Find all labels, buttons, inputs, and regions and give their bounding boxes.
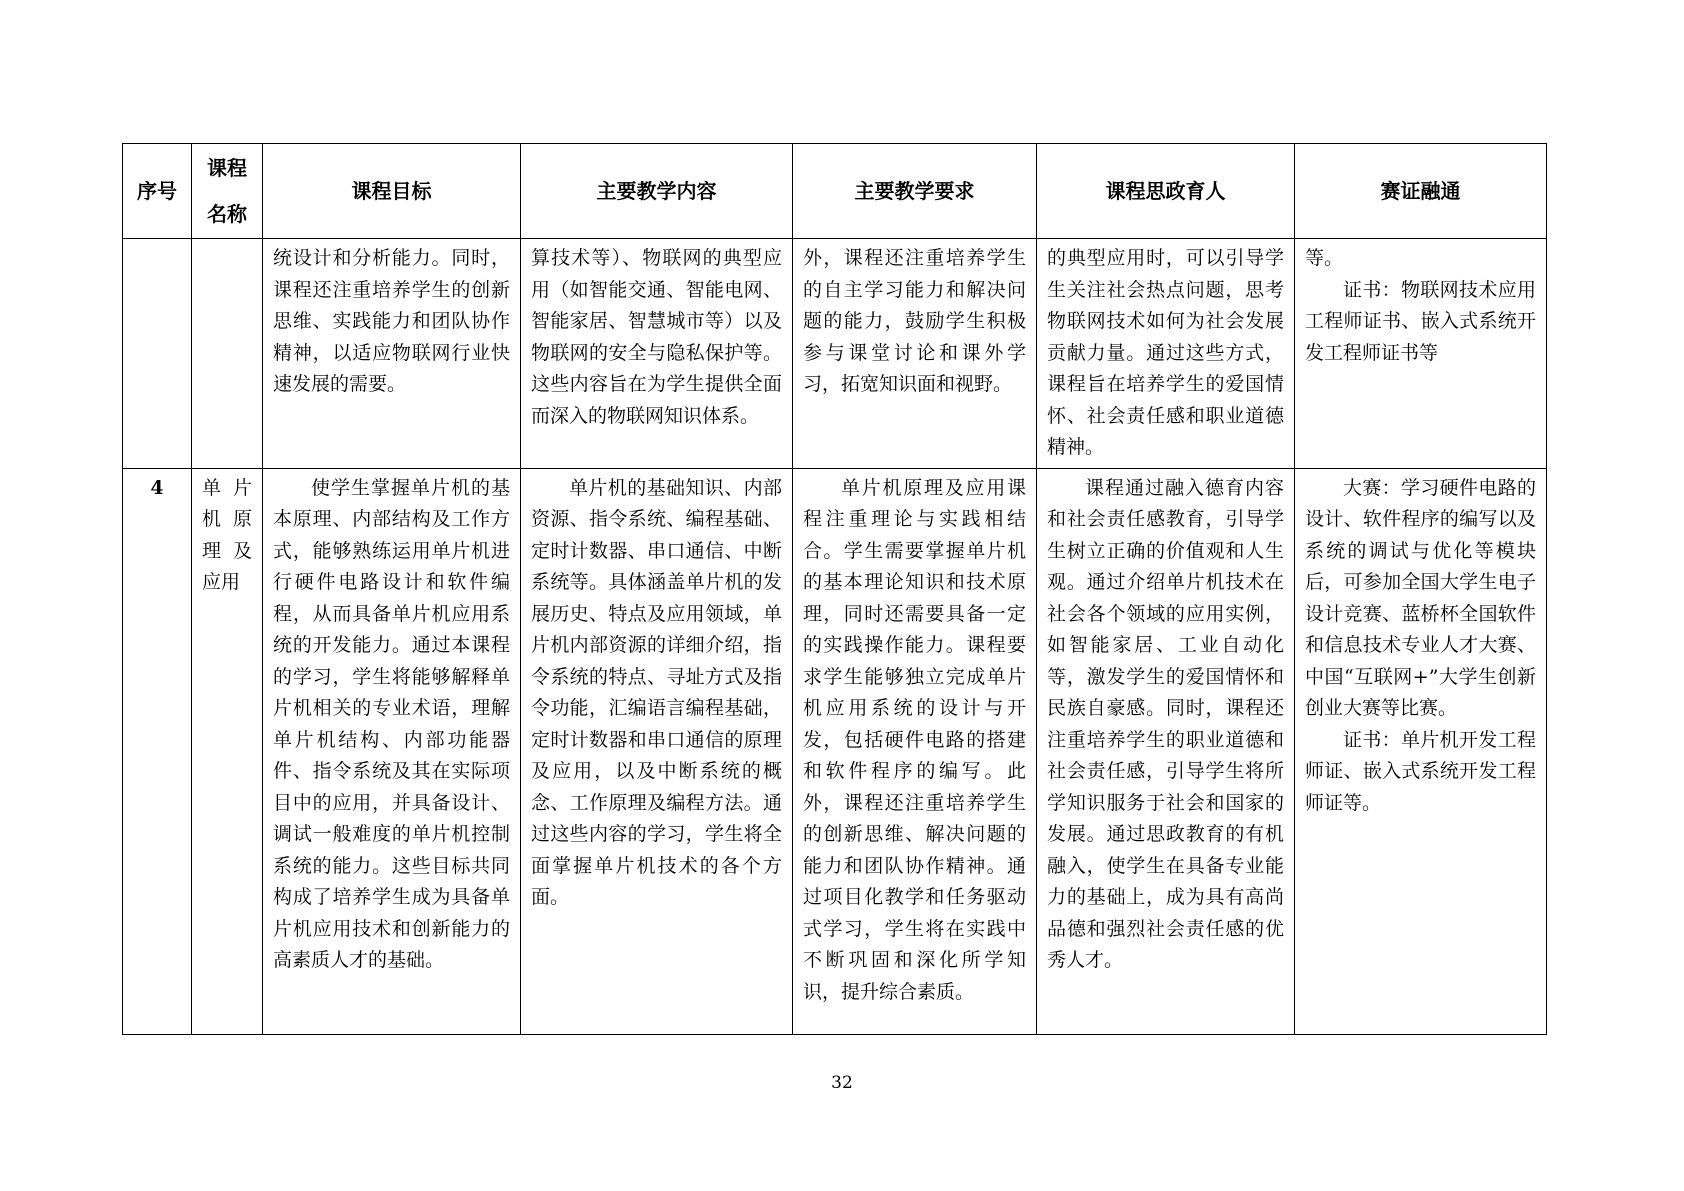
row-content: [521, 239, 793, 469]
row-course-name: [192, 468, 263, 1034]
course-name-char: 原: [232, 508, 252, 530]
goal-text: 统设计和分析能力。同时，课程还注重培养学生的创新思维、实践能力和团队协作精神，以适应物联网行业快速发展的需要。: [273, 247, 510, 395]
row-ideology: [1037, 468, 1295, 1034]
header-teaching-requirement: 主要教学要求: [793, 144, 1037, 239]
course-name-char: 理: [202, 539, 222, 562]
header-competition-cert: 赛证融通: [1295, 144, 1547, 239]
cert-text: 等。: [1305, 247, 1344, 269]
table-row: [123, 468, 1547, 1034]
row-goal: [263, 468, 521, 1034]
row-course-name: [192, 239, 263, 469]
content-text: 算技术等）、物联网的典型应用（如智能交通、智能电网、智能家居、智慧城市等）以及物联网的安全与隐私保护等。这些内容旨在为学生提供全面而深入的物联网知识体系。: [531, 247, 782, 427]
ideology-text: 课程通过融入德育内容和社会责任感教育，引导学生树立正确的价值观和人生观。通过介绍单片机技术在社会各个领域的应用实例，如智能家居、工业自动化等，激发学生的爱国情怀和民族自豪感。同时，课程还注重培养学生的职业道德和社会责任感，引导学生将所学知识服务于社会和国家的发展。通过思政教育的有机融入，使学生在具备专业能力的基础上，成为具有高尚品德和强烈社会责任感的优秀人才。: [1047, 476, 1284, 971]
header-course-name: [192, 144, 263, 239]
course-name-char: 片: [232, 476, 252, 499]
course-name-char: 及: [232, 539, 252, 562]
requirement-text: 外，课程还注重培养学生的自主学习能力和解决问题的能力，鼓励学生积极参与课堂讨论和课外学习，拓宽知识面和视野。: [803, 247, 1026, 395]
goal-text: 使学生掌握单片机的基本原理、内部结构及工作方式，能够熟练运用单片机进行硬件电路设计和软件编程，从而具备单片机应用系统的开发能力。通过本课程的学习，学生将能够解释单片机相关的专业术语，理解单片机结构、内部功能器件、指令系统及其在实际项目中的应用，并具备设计、调试一般难度的单片机控制系统的能力。这些目标共同构成了培养学生成为具备单片机应用技术和创新能力的高素质人才的基础。: [273, 476, 510, 971]
row-competition-cert: [1295, 468, 1547, 1034]
row-requirement: [793, 239, 1037, 469]
header-number: 序号: [123, 144, 192, 239]
cert-text: 证书：单片机开发工程师证、嵌入式系统开发工程师证等。: [1305, 728, 1536, 814]
course-name-line: [202, 536, 252, 568]
header-teaching-content: 主要教学内容: [521, 144, 793, 239]
course-name-line: [202, 473, 252, 505]
row-goal: [263, 239, 521, 469]
course-table: [122, 143, 1547, 1035]
header-course-goal: 课程目标: [263, 144, 521, 239]
course-name-char: 应用: [202, 571, 241, 593]
table-header-row: [123, 144, 1547, 239]
row-number: [123, 239, 192, 469]
row-requirement: [793, 468, 1037, 1034]
requirement-text: 单片机原理及应用课程注重理论与实践相结合。学生需要掌握单片机的基本理论知识和技术原理，同时还需要具备一定的实践操作能力。课程要求学生能够独立完成单片机应用系统的设计与开发，包括硬件电路的搭建和软件程序的编写。此外，课程还注重培养学生的创新思维、解决问题的能力和团队协作精神。通过项目化教学和任务驱动式学习，学生将在实践中不断巩固和深化所学知识，提升综合素质。: [803, 476, 1026, 1003]
header-ideology: 课程思政育人: [1037, 144, 1295, 239]
row-number: 4: [123, 468, 192, 1034]
course-name-char: 机: [202, 508, 222, 530]
row-competition-cert: [1295, 239, 1547, 469]
content-text: 单片机的基础知识、内部资源、指令系统、编程基础、定时计数器、串口通信、中断系统等。具体涵盖单片机的发展历史、特点及应用领域，单片机内部资源的详细介绍，指令系统的特点、寻址方式及指令功能，汇编语言编程基础，定时计数器和串口通信的原理及应用，以及中断系统的概念、工作原理及编程方法。通过这些内容的学习，学生将全面掌握单片机技术的各个方面。: [531, 476, 782, 908]
header-course-name-line: 课程: [207, 156, 247, 180]
header-course-name-line: 名称: [207, 202, 247, 226]
row-content: [521, 468, 793, 1034]
ideology-text: 的典型应用时，可以引导学生关注社会热点问题，思考物联网技术如何为社会发展贡献力量。通过这些方式，课程旨在培养学生的爱国情怀、社会责任感和职业道德精神。: [1047, 247, 1284, 458]
course-name-char: 单: [202, 476, 222, 499]
row-ideology: [1037, 239, 1295, 469]
course-name-line: [202, 567, 252, 599]
table-row: [123, 239, 1547, 469]
cert-text: 大赛：学习硬件电路的设计、软件程序的编写以及系统的调试与优化等模块后，可参加全国大学生电子设计竞赛、蓝桥杯全国软件和信息技术专业人才大赛、中国“互联网+”大学生创新创业大赛等比赛。: [1305, 476, 1536, 719]
page-number: 32: [831, 1073, 853, 1093]
course-name-line: [202, 504, 252, 536]
cert-text: 证书：物联网技术应用工程师证书、嵌入式系统开发工程师证书等: [1305, 278, 1536, 364]
